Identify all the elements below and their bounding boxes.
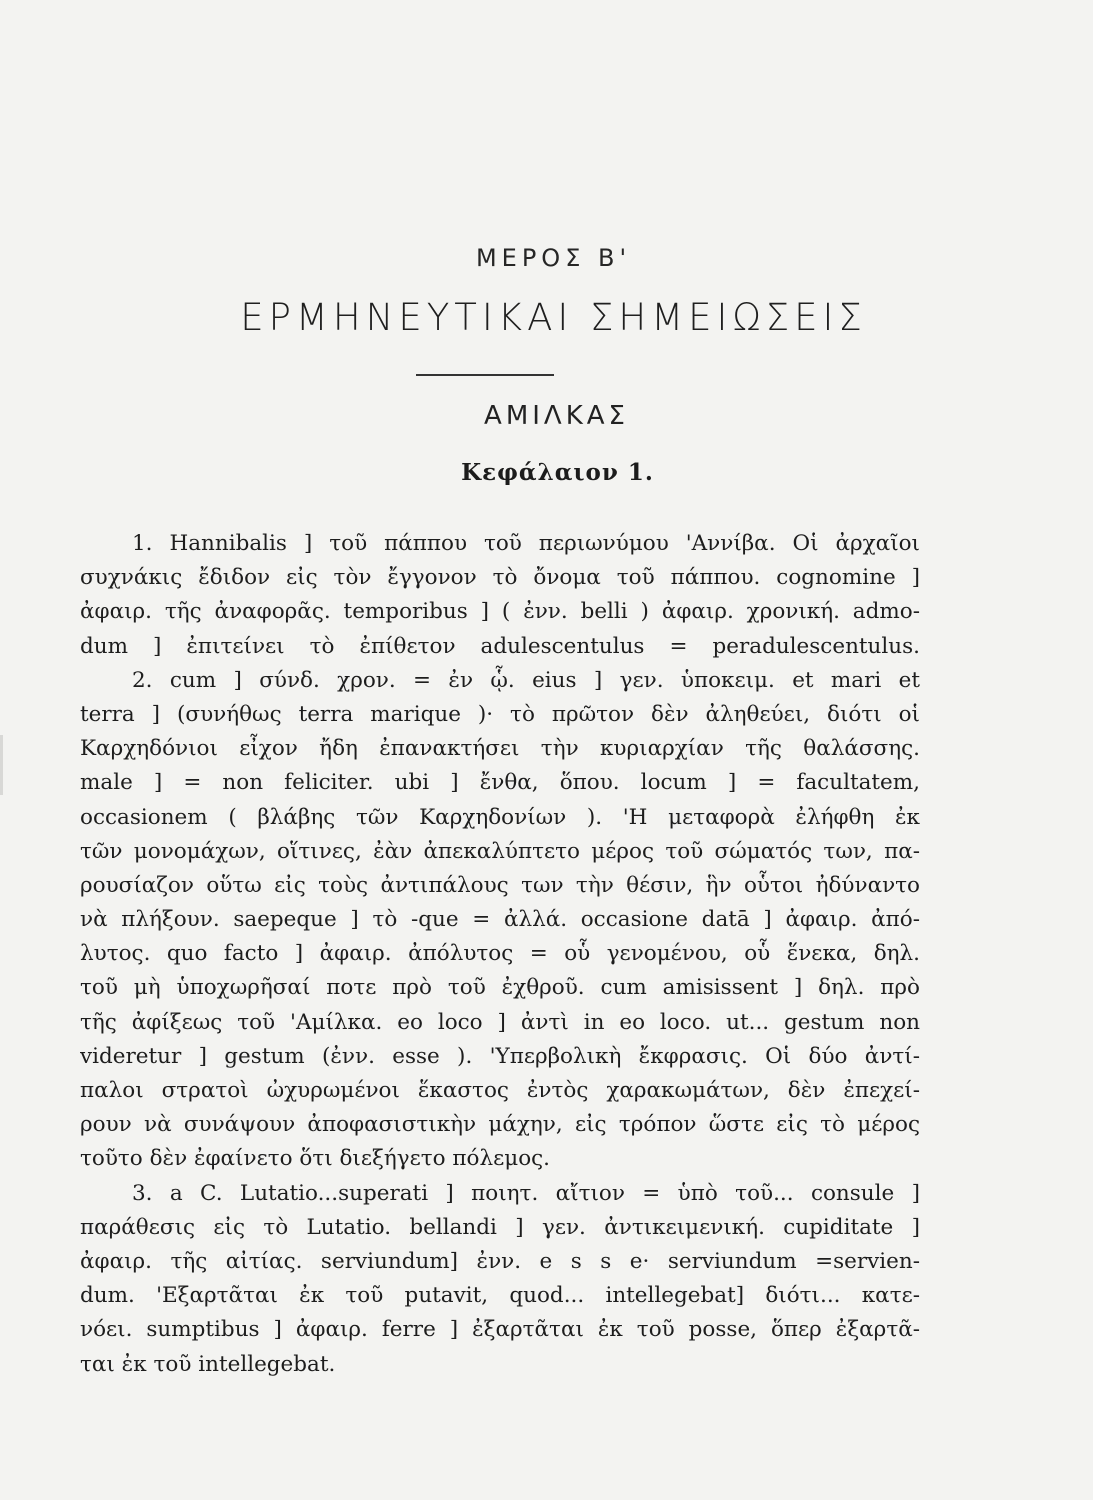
text-line: 2. cum ] σύνδ. χρον. = ἐν ᾧ. eius ] γεν. ὑποκειμ. et mari et [132,667,920,693]
text-line: dum. 'Εξαρτᾶται ἐκ τοῦ putavit, quod... intellegebat] διότι... κατε- [80,1283,920,1309]
text-line: συχνάκις ἔδιδον εἰς τὸν ἔγγονον τὸ ὄνομα τοῦ πάππου. cognomine ] [80,565,920,591]
text-line: terra ] (συνήθως terra marique )· τὸ πρῶτον δὲν ἀληθεύει, διότι οἱ [80,701,920,727]
chapter-heading: Κεφάλαιον 1. [461,459,654,486]
title-rule [416,374,554,376]
text-line: male ] = non feliciter. ubi ] ἔνθα, ὅπου. locum ] = facultatem, [80,770,920,796]
text-line: νὰ πλήξουν. saepeque ] τὸ -que = ἀλλά. occasione datā ] ἀφαιρ. ἀπό- [80,907,920,933]
text-line: videretur ] gestum (ἐνν. esse ). 'Υπερβολικὴ ἔκφρασις. Οἱ δύο ἀντί- [80,1043,920,1069]
text-line: Καρχηδόνιοι εἶχον ἤδη ἐπανακτήσει τὴν κυριαρχίαν τῆς θαλάσσης. [80,736,920,762]
text-line: ἀφαιρ. τῆς ἀναφορᾶς. temporibus ] ( ἐνν. belli ) ἀφαιρ. χρονική. admo- [80,599,920,625]
text-line: λυτος. quo facto ] ἀφαιρ. ἀπόλυτος = οὗ γενομένου, οὗ ἕνεκα, δηλ. [80,941,920,967]
text-line: occasionem ( βλάβης τῶν Καρχηδονίων ). 'Η μεταφορὰ ἐλήφθη ἐκ [80,804,920,830]
text-line: τῶν μονομάχων, οἵτινες, ἐὰν ἀπεκαλύπτετο μέρος τοῦ σώματός των, πα- [80,838,920,864]
text-line: τοῦτο δὲν ἐφαίνετο ὅτι διεξήγετο πόλεμος. [80,1146,551,1172]
text-line: 3. a C. Lutatio...superati ] ποιητ. αἴτιον = ὑπὸ τοῦ... consule ] [132,1180,920,1206]
text-line: ἀφαιρ. τῆς αἰτίας. serviundum] ἐνν. e s s e· serviundum =servien- [80,1248,920,1274]
text-line: ται ἐκ τοῦ intellegebat. [80,1351,336,1377]
main-title: ΕΡΜΗΝΕΥΤΙΚΑΙ ΣΗΜΕΙΩΣΕΙΣ [240,296,867,339]
scan-edge-mark [0,735,3,795]
text-line: παλοι στρατοὶ ὠχυρωμένοι ἕκαστος ἐντὸς χαρακωμάτων, δὲν ἐπεχεί- [80,1078,920,1103]
text-line: νόει. sumptibus ] ἀφαιρ. ferre ] ἐξαρτᾶται ἐκ τοῦ posse, ὅπερ ἐξαρτᾶ- [80,1317,920,1343]
text-line: τῆς ἀφίξεως τοῦ 'Αμίλκα. eo loco ] ἀντὶ in eo loco. ut... gestum non [80,1009,920,1035]
text-line: dum ] ἐπιτείνει τὸ ἐπίθετον adulescentulus = peradulescentulus. [80,633,920,659]
text-line: 1. Hannibalis ] τοῦ πάππου τοῦ περιωνύμου 'Αννίβα. Οἱ ἀρχαῖοι [132,531,920,556]
text-line: ρουσίαζον οὕτω εἰς τοὺς ἀντιπάλους των τὴν θέσιν, ἣν οὗτοι ἠδύναντο [80,872,920,898]
text-line: παράθεσις εἰς τὸ Lutatio. bellandi ] γεν. ἀντικειμενική. cupiditate ] [80,1214,920,1240]
section-heading: ΑΜΙΛΚΑΣ [484,401,629,431]
commentary-body [80,527,920,1382]
part-heading: ΜΕΡΟΣ Β' [475,244,632,272]
text-line: τοῦ μὴ ὑποχωρῆσαί ποτε πρὸ τοῦ ἐχθροῦ. cum amisissent ] δηλ. πρὸ [80,975,920,1001]
text-line: ρουν νὰ συνάψουν ἀποφασιστικὴν μάχην, εἰς τρόπον ὥστε εἰς τὸ μέρος [80,1112,920,1138]
